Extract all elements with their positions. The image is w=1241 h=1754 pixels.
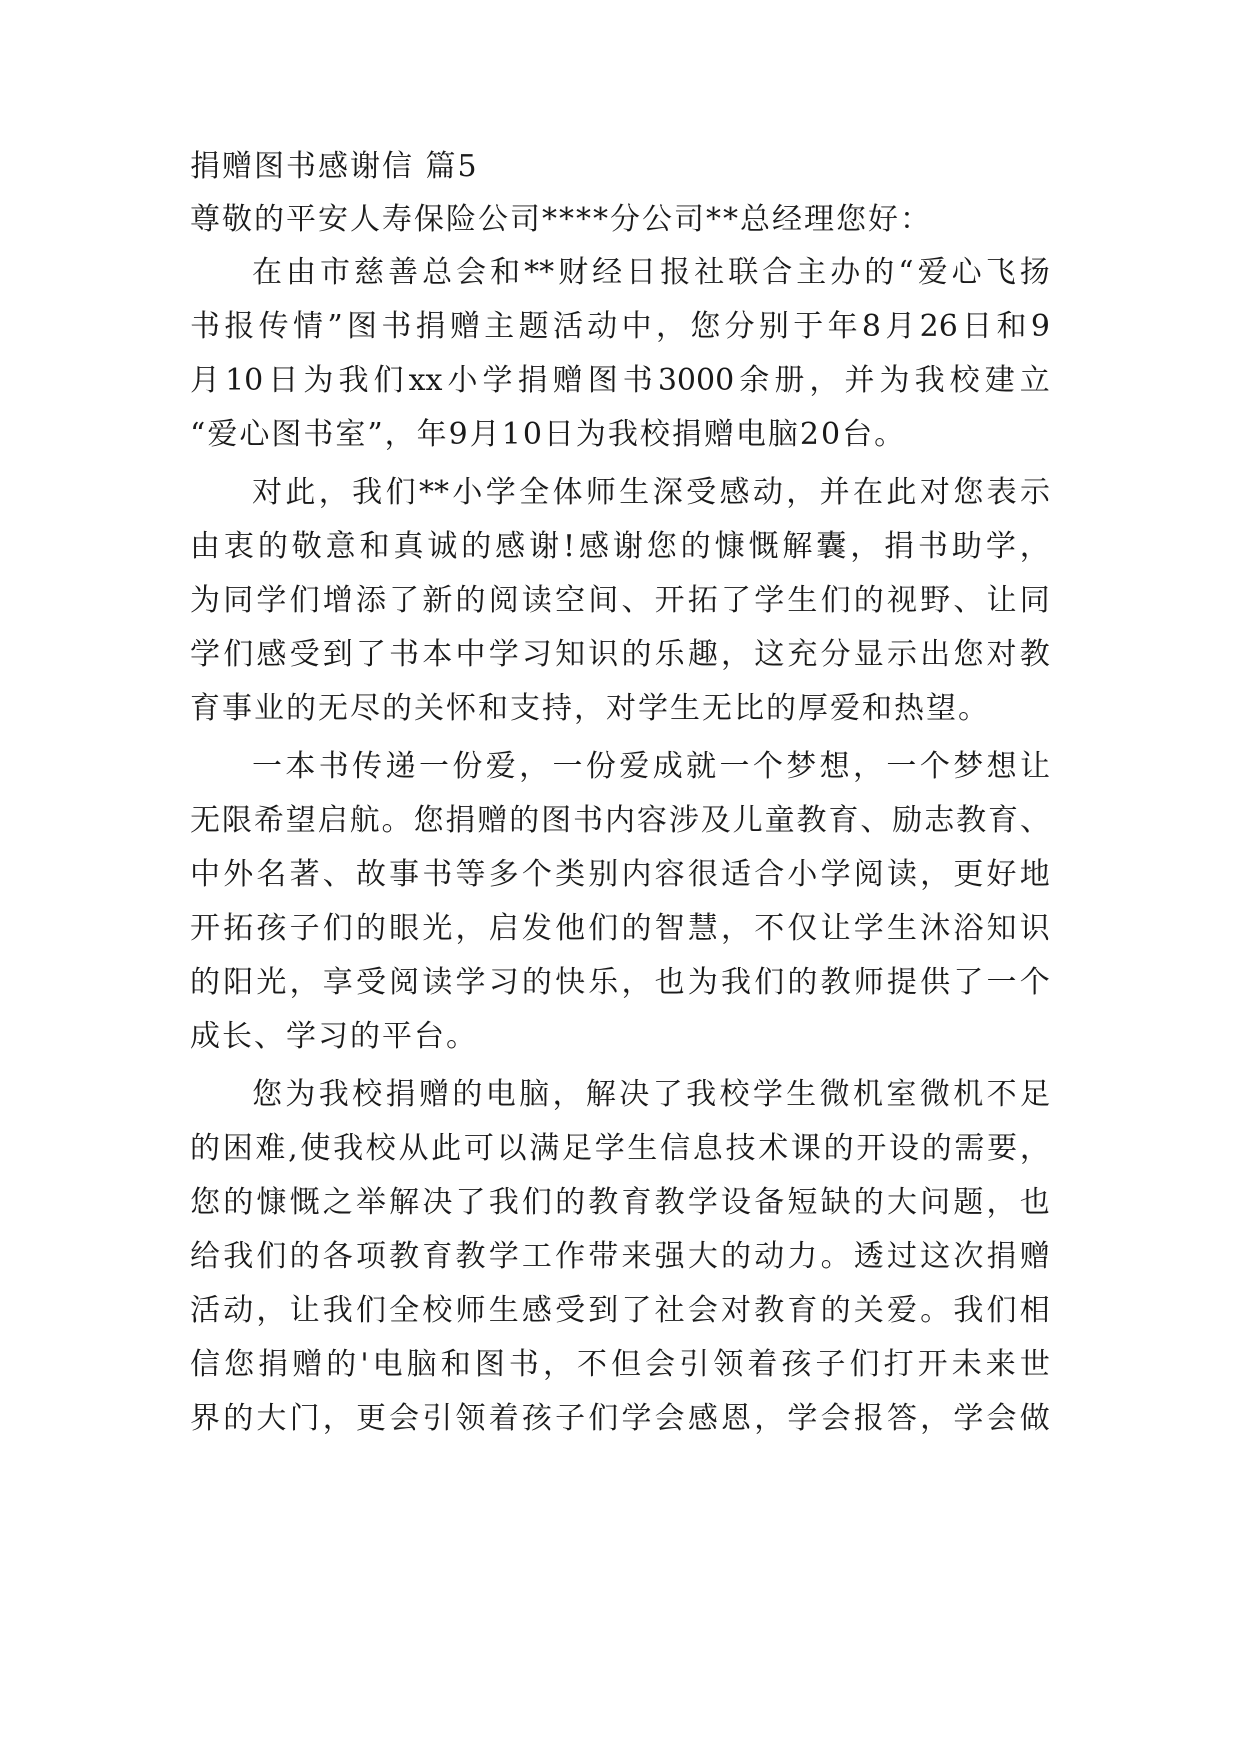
body-line: 无 限 希 望 启 航 。 您 捐 赠 的 图 书 内 容 涉 及 儿 童 教 育 、 励 志 教 育 、 xyxy=(190,803,1050,838)
body-line: 中 外 名 著 、 故 事 书 等 多 个 类 别 内 容 很 适 合 小 学 阅 读 ， 更 好 地 xyxy=(190,857,1050,892)
body-line: 的 困 难 , 使 我 校 从 此 可 以 满 足 学 生 信 息 技 术 课 的 开 设 的 需 要 ， xyxy=(190,1131,1050,1166)
body-line: 育事业的无尽的关怀和支持，对学生无比的厚爱和热望。 xyxy=(190,691,990,726)
document-title: 捐赠图书感谢信 篇5 xyxy=(190,149,479,184)
body-line: 您 的 慷 慨 之 举 解 决 了 我 们 的 教 育 教 学 设 备 短 缺 的 大 问 题 ， 也 xyxy=(190,1185,1050,1220)
body-line: 界 的 大 门 ， 更 会 引 领 着 孩 子 们 学 会 感 恩 ， 学 会 报 答 ， 学 会 做 xyxy=(190,1401,1050,1436)
body-line: 在 由 市 慈 善 总 会 和 ** 财 经 日 报 社 联 合 主 办 的 “ 爱 心 飞 扬 xyxy=(252,255,1050,290)
body-line: 月 10 日 为 我 们 xx 小 学 捐 赠 图 书 3000 余 册 ， 并 为 我 校 建 立 xyxy=(190,363,1050,398)
body-line: 由 衷 的 敬 意 和 真 诚 的 感 谢 ! 感 谢 您 的 慷 慨 解 囊 ， 捐 书 助 学 ， xyxy=(190,529,1050,564)
body-line: 给 我 们 的 各 项 教 育 教 学 工 作 带 来 强 大 的 动 力 。 透 过 这 次 捐 赠 xyxy=(190,1239,1050,1274)
body-line: 为 同 学 们 增 添 了 新 的 阅 读 空 间 、 开 拓 了 学 生 们 的 视 野 、 让 同 xyxy=(190,583,1050,618)
body-line: 活 动 ， 让 我 们 全 校 师 生 感 受 到 了 社 会 对 教 育 的 关 爱 。 我 们 相 xyxy=(190,1293,1050,1328)
body-line: 信 您 捐 赠 的 ' 电 脑 和 图 书 ， 不 但 会 引 领 着 孩 子 们 打 开 未 来 世 xyxy=(190,1347,1050,1382)
body-line: “爱心图书室”，年9月10日为我校捐赠电脑20台。 xyxy=(190,417,907,452)
body-line: 的 阳 光 ， 享 受 阅 读 学 习 的 快 乐 ， 也 为 我 们 的 教 师 提 供 了 一 个 xyxy=(190,965,1050,1000)
body-line: 对 此 ， 我 们 ** 小 学 全 体 师 生 深 受 感 动 ， 并 在 此 对 您 表 示 xyxy=(252,475,1050,510)
body-line: 开 拓 孩 子 们 的 眼 光 ， 启 发 他 们 的 智 慧 ， 不 仅 让 学 生 沐 浴 知 识 xyxy=(190,911,1050,946)
salutation: 尊敬的平安人寿保险公司****分公司**总经理您好： xyxy=(190,202,932,237)
body-line: 一 本 书 传 递 一 份 爱 ， 一 份 爱 成 就 一 个 梦 想 ， 一 个 梦 想 让 xyxy=(252,749,1050,784)
body-line: 学 们 感 受 到 了 书 本 中 学 习 知 识 的 乐 趣 ， 这 充 分 显 示 出 您 对 教 xyxy=(190,637,1050,672)
body-line: 您 为 我 校 捐 赠 的 电 脑 ， 解 决 了 我 校 学 生 微 机 室 微 机 不 足 xyxy=(252,1077,1050,1112)
body-line: 成长、学习的平台。 xyxy=(190,1019,478,1054)
body-line: 书 报 传 情 ” 图 书 捐 赠 主 题 活 动 中 ， 您 分 别 于 年 8 月 26 日 和 9 xyxy=(190,309,1050,344)
